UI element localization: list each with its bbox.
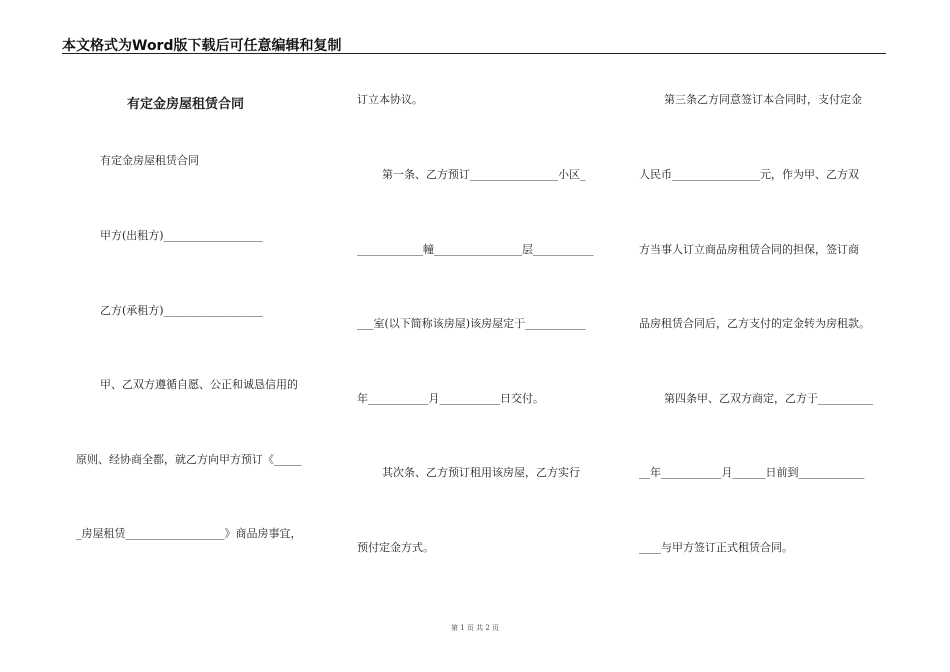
col2-line: 订立本协议。: [357, 93, 423, 106]
document-title: 有定金房屋租赁合同: [127, 97, 245, 112]
header-text: 本文格式为Word版下载后可任意编辑和复制: [62, 38, 342, 54]
col1-line: _房屋租赁__________________》商品房事宜，: [76, 527, 302, 540]
page-number: 第 1 页 共 2 页: [450, 624, 500, 632]
col2-line: 年___________月___________日交付。: [357, 392, 544, 405]
col2-line: 预付定金方式。: [357, 541, 434, 554]
document-header: [62, 36, 886, 54]
col3-line: __年___________月______日前到____________: [639, 466, 865, 479]
col1-line: 乙方(承租方)__________________: [100, 304, 263, 317]
col1-line: 甲、乙双方遵循自愿、公正和诚恳信用的: [100, 378, 298, 391]
col1-line: 有定金房屋租赁合同: [100, 154, 199, 167]
col3-line: ____与甲方签订正式租赁合同。: [639, 541, 793, 554]
col3-line: 第四条甲、乙双方商定，乙方于__________: [664, 392, 873, 405]
col3-line: 第三条乙方同意签订本合同时，支付定金: [664, 93, 862, 106]
col1-line: 甲方(出租方)__________________: [100, 229, 263, 242]
col2-line: 其次条、乙方预订租用该房屋，乙方实行: [382, 466, 580, 479]
col2-line: ___室(以下简称该房屋)该房屋定于___________: [357, 317, 586, 330]
col3-line: 人民币________________元，作为甲、乙方双: [639, 168, 859, 181]
col1-line: 原则、经协商全都，就乙方向甲方预订《_____: [76, 453, 302, 466]
col3-line: 品房租赁合同后，乙方支付的定金转为房租款。: [639, 317, 870, 330]
col2-line: ____________幢________________层___________: [357, 243, 594, 256]
col3-line: 方当事人订立商品房租赁合同的担保，签订商: [639, 243, 859, 256]
col2-line: 第一条、乙方预订________________小区_: [382, 168, 586, 181]
